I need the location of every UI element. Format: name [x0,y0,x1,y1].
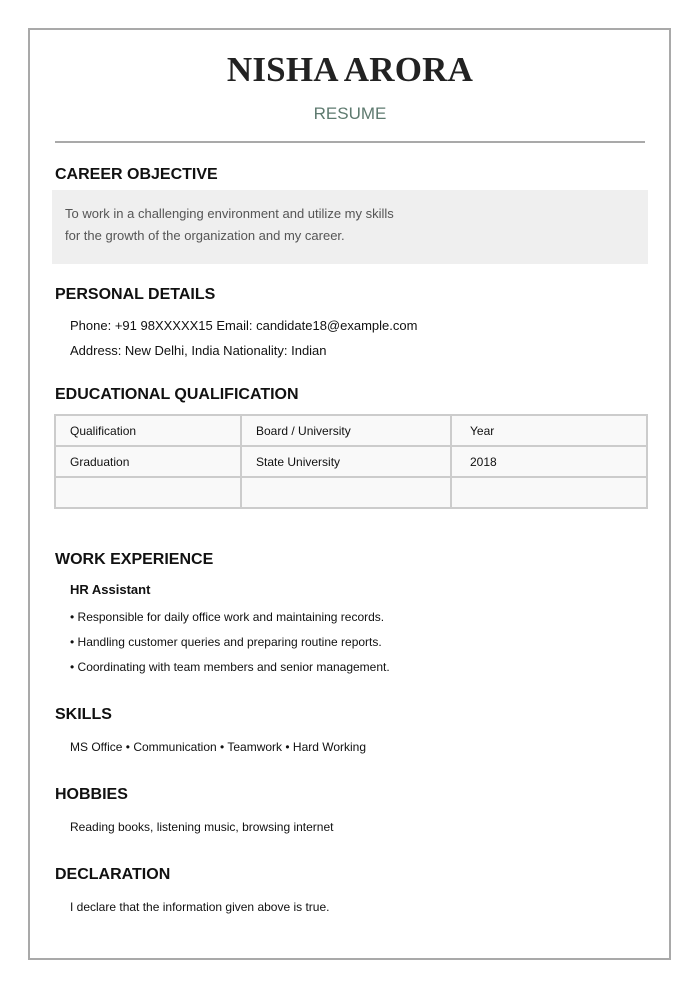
hobbies-list: Reading books, listening music, browsing internet [70,820,334,834]
table-cell: Graduation [55,446,241,477]
table-cell: 2018 [451,446,647,477]
declaration-heading: DECLARATION [55,866,171,883]
work-experience-bullet: • Handling customer queries and preparing routine reports. [70,635,382,649]
table-header-cell: Year [451,415,647,446]
career-objective-line: To work in a challenging environment and utilize my skills [65,206,394,221]
table-cell [55,477,241,508]
work-experience-heading: WORK EXPERIENCE [55,551,214,568]
career-objective-box [52,190,648,264]
hobbies-heading: HOBBIES [55,786,128,803]
table-header-cell: Qualification [55,415,241,446]
declaration-text: I declare that the information given above is true. [70,900,330,914]
header-divider [55,141,645,143]
personal-details-address: Address: New Delhi, India Nationality: Indian [70,343,327,358]
candidate-name: NISHA ARORA [226,50,474,89]
table-row [55,477,647,508]
personal-details-heading: PERSONAL DETAILS [55,286,216,303]
career-objective-heading: CAREER OBJECTIVE [55,166,218,183]
table-header-row [55,415,647,446]
job-title: HR Assistant [70,582,151,597]
table-header-cell: Board / University [241,415,451,446]
table-cell [241,477,451,508]
skills-list: MS Office • Communication • Teamwork • Hard Working [70,740,367,754]
table-row [55,446,647,477]
career-objective-line: for the growth of the organization and my career. [65,228,345,243]
skills-heading: SKILLS [55,706,112,723]
education-table [54,414,648,509]
table-cell: State University [241,446,451,477]
work-experience-bullet: • Responsible for daily office work and maintaining records. [70,610,385,624]
table-cell [451,477,647,508]
resume-subtitle: RESUME [313,104,387,123]
education-heading: EDUCATIONAL QUALIFICATION [55,386,299,403]
personal-details-contact: Phone: +91 98XXXXX15 Email: candidate18@example.com [70,318,418,333]
work-experience-bullet: • Coordinating with team members and senior management. [70,660,390,674]
